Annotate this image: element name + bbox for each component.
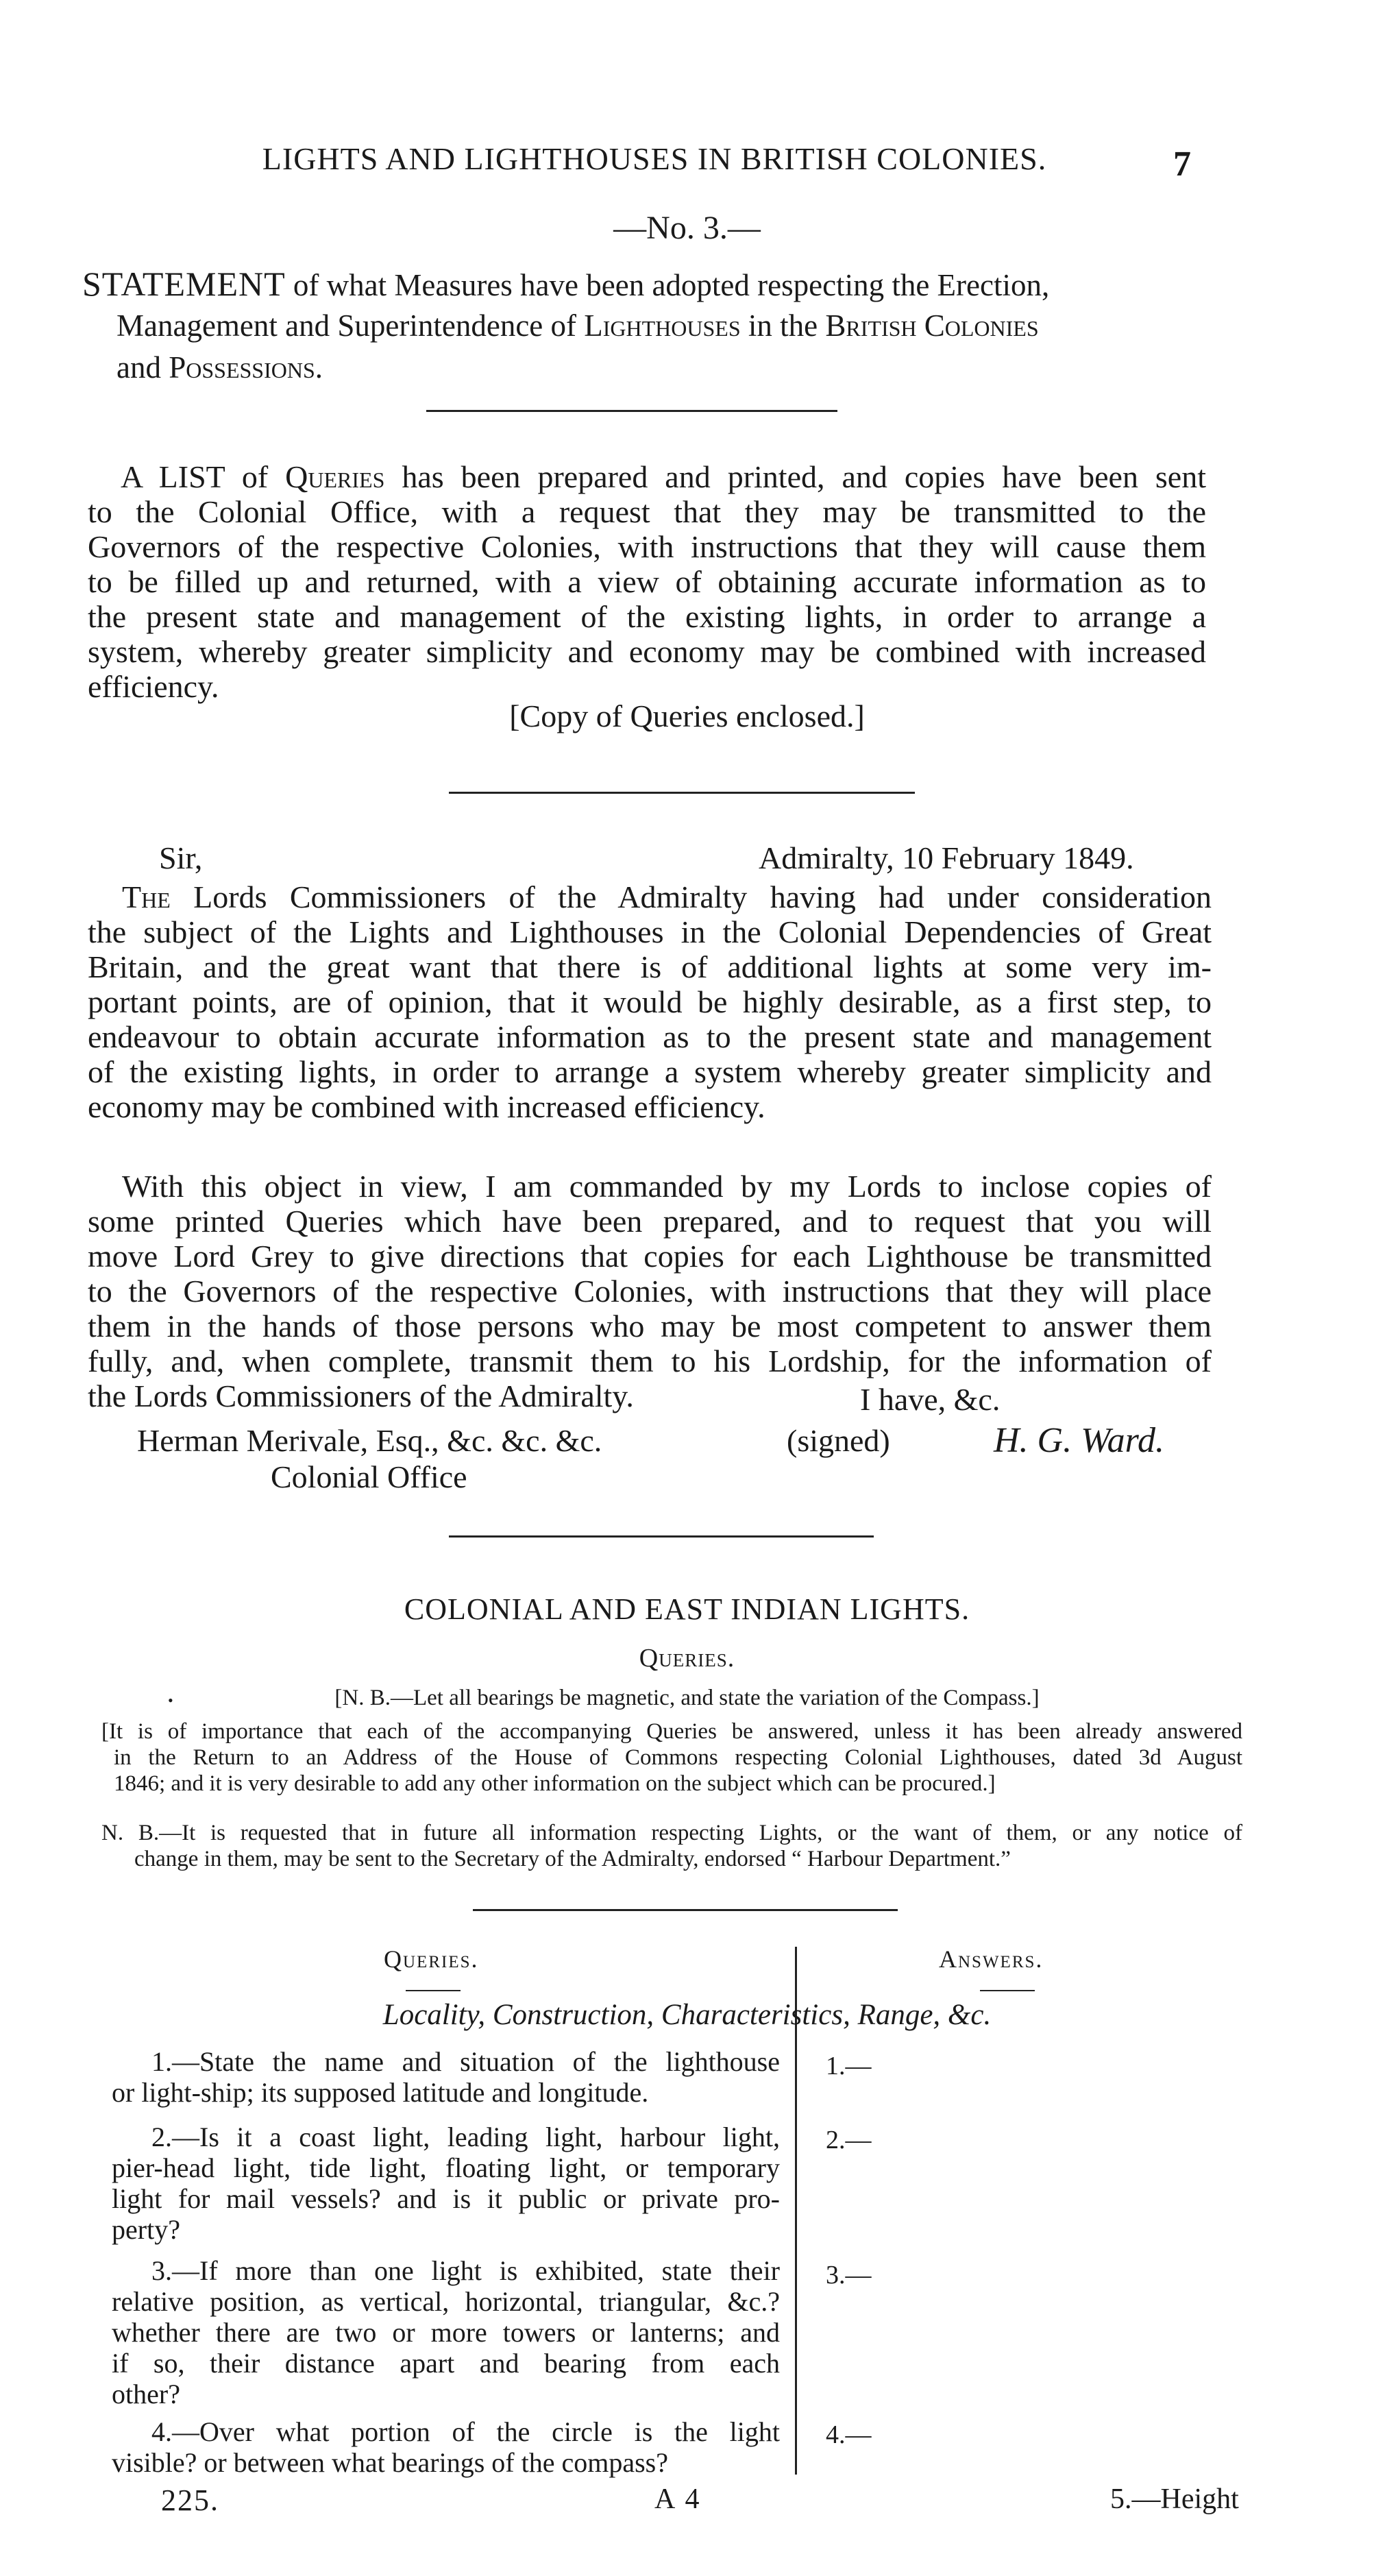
column-header-answers: Answers. — [939, 1945, 1044, 1973]
nb3-line: N. B.—It is requested that in future all information respecting Lights, or the want of them, or any notice of — [101, 1821, 1242, 1845]
letter-signed-note: (signed) — [787, 1423, 890, 1458]
letter-closing: I have, &c. — [860, 1382, 1001, 1417]
answer-item-3: 3.— — [826, 2261, 872, 2289]
divider-rule-4 — [473, 1909, 898, 1911]
query-line: other? — [112, 2379, 180, 2409]
statement-line2-part-a: Management and Superintendence of — [116, 308, 577, 343]
letter-signatory: H. G. Ward. — [994, 1421, 1164, 1460]
queries-header-underline — [406, 1990, 461, 1991]
nb2-line: 1846; and it is very desirable to add any other information on the subject which can be procured.] — [114, 1771, 996, 1796]
divider-rule-2 — [449, 792, 915, 794]
statement-line-3 — [116, 347, 323, 389]
letter-addressee-office: Colonial Office — [271, 1459, 467, 1494]
letter-p1-line: of the existing lights, in order to arrange a system whereby greater simplicity and — [88, 1054, 1212, 1089]
statement-line3-part-a: and — [116, 350, 161, 385]
list-of-queries-paragraph — [88, 459, 1206, 704]
list-para-line: to be filled up and returned, with a view of obtaining accurate information as to — [88, 564, 1206, 599]
list-para-line — [88, 459, 1206, 494]
list-para-line-1-rest: has been prepared and printed, and copies have been sent — [402, 459, 1207, 494]
letter-p1-first-word: The — [122, 879, 171, 914]
letter-addressee: Herman Merivale, Esq., &c. &c. &c. — [137, 1423, 602, 1458]
letter-p2-line: them in the hands of those persons who may be most competent to answer them — [88, 1309, 1212, 1344]
list-para-queries-word: Queries — [285, 459, 385, 494]
letter-p2-line: some printed Queries which have been prepared, and to request that you will — [88, 1204, 1212, 1239]
letter-p1-line: economy may be combined with increased efficiency. — [88, 1089, 765, 1124]
list-para-opening: A LIST of — [121, 459, 269, 494]
letter-salutation: Sir, — [159, 840, 203, 875]
column-header-queries: Queries. — [384, 1945, 479, 1973]
query-item-1 — [112, 2046, 780, 2108]
list-para-line: system, whereby greater simplicity and economy may be combined with increased — [88, 634, 1206, 669]
letter-p1-line: endeavour to obtain accurate information as to the present state and management — [88, 1019, 1212, 1054]
query-line: pier-head light, tide light, floating light, or temporary — [112, 2152, 780, 2183]
query-item-2 — [112, 2122, 780, 2245]
divider-rule-1 — [426, 410, 837, 412]
letter-p2-line: to the Governors of the respective Colonies, with instructions that they will place — [88, 1274, 1212, 1309]
divider-rule-3 — [449, 1535, 874, 1538]
query-line: light for mail vessels? and is it public or private pro- — [112, 2183, 780, 2214]
statement-line2-part-c: in the — [748, 308, 818, 343]
page-number: 7 — [1173, 145, 1191, 184]
nb3-line: change in them, may be sent to the Secretary of the Admiralty, endorsed “ Harbour Department.” — [134, 1847, 1011, 1871]
query-line: if so, their distance apart and bearing from each — [112, 2348, 780, 2379]
document-number: —No. 3.— — [613, 210, 761, 246]
list-para-line: Governors of the respective Colonies, with instructions that they will cause them — [88, 529, 1206, 564]
nb-magnetic-bearings: [N. B.—Let all bearings be magnetic, and state the variation of the Compass.] — [334, 1686, 1040, 1710]
letter-date-line: Admiralty, 10 February 1849. — [759, 840, 1134, 875]
letter-paragraph-2 — [88, 1169, 1212, 1413]
statement-lighthouses: Lighthouses — [584, 308, 741, 343]
query-line: relative position, as vertical, horizontal, triangular, &c.? — [112, 2286, 780, 2317]
letter-p1-line: the subject of the Lights and Lighthouses in the Colonial Dependencies of Great — [88, 914, 1212, 949]
letter-p1-line — [88, 879, 1212, 914]
letter-p2-line: With this object in view, I am commanded by my Lords to inclose copies of — [122, 1169, 1212, 1204]
footer-catchword: 5.—Height — [1110, 2483, 1239, 2515]
answer-item-2: 2.— — [826, 2126, 872, 2154]
query-item-4 — [112, 2416, 780, 2478]
bullet-mark: • — [168, 1692, 173, 1709]
statement-possessions: Possessions. — [169, 350, 323, 385]
answer-item-4: 4.— — [826, 2420, 872, 2449]
copy-of-queries-note: [Copy of Queries enclosed.] — [509, 698, 865, 733]
answer-item-1: 1.— — [826, 2052, 872, 2080]
letter-p1-line-1-rest: Lords Commissioners of the Admiralty having had under consideration — [193, 879, 1212, 914]
list-para-line: the present state and management of the existing lights, in order to arrange a — [88, 599, 1206, 634]
statement-line-1 — [82, 263, 1049, 306]
query-line: 1.—State the name and situation of the lighthouse — [151, 2046, 780, 2077]
nb2-line: [It is of importance that each of the accompanying Queries be answered, unless it has been already answered — [101, 1719, 1242, 1744]
queries-subheading: Locality, Construction, Characteristics, Range, &c. — [382, 1999, 992, 2031]
query-line: perty? — [112, 2214, 180, 2245]
letter-p2-line: fully, and, when complete, transmit them to his Lordship, for the information of — [88, 1344, 1212, 1378]
letter-p2-line: move Lord Grey to give directions that copies for each Lighthouse be transmitted — [88, 1239, 1212, 1274]
nb-importance-note — [101, 1718, 1242, 1797]
query-line: or light-ship; its supposed latitude and longitude. — [112, 2077, 649, 2108]
letter-p1-line: Britain, and the great want that there is of additional lights at some very im- — [88, 949, 1212, 984]
footer-signature-mark: A 4 — [654, 2483, 702, 2515]
letter-paragraph-1 — [88, 879, 1212, 1124]
query-item-3 — [112, 2255, 780, 2409]
statement-lead-word: STATEMENT — [82, 265, 286, 303]
nb2-line: in the Return to an Address of the House of Commons respecting Colonial Lighthouses, dated 3d August — [114, 1745, 1242, 1770]
query-line: 4.—Over what portion of the circle is the light — [151, 2416, 780, 2447]
answers-header-underline — [980, 1990, 1035, 1991]
footer-sheet-number: 225. — [161, 2483, 219, 2517]
query-line: whether there are two or more towers or lanterns; and — [112, 2317, 780, 2348]
queries-section-subtitle: Queries. — [639, 1644, 735, 1673]
queries-section-title: COLONIAL AND EAST INDIAN LIGHTS. — [404, 1592, 970, 1626]
query-line: 2.—Is it a coast light, leading light, harbour light, — [151, 2122, 780, 2152]
statement-line1-text: of what Measures have been adopted respecting the Erection, — [293, 268, 1050, 302]
statement-line-2 — [116, 305, 1039, 347]
letter-p2-line: the Lords Commissioners of the Admiralty. — [88, 1378, 634, 1413]
list-para-line: to the Colonial Office, with a request that they may be transmitted to the — [88, 494, 1206, 529]
running-header-title: LIGHTS AND LIGHTHOUSES IN BRITISH COLONIES. — [262, 141, 1047, 176]
list-para-line: efficiency. — [88, 669, 219, 704]
query-line: 3.—If more than one light is exhibited, state their — [151, 2255, 780, 2286]
letter-p1-line: portant points, are of opinion, that it would be highly desirable, as a first step, to — [88, 984, 1212, 1019]
nb-harbour-department-note — [101, 1820, 1242, 1872]
query-line: visible? or between what bearings of the compass? — [112, 2447, 668, 2478]
statement-british-colonies: British Colonies — [825, 308, 1039, 343]
